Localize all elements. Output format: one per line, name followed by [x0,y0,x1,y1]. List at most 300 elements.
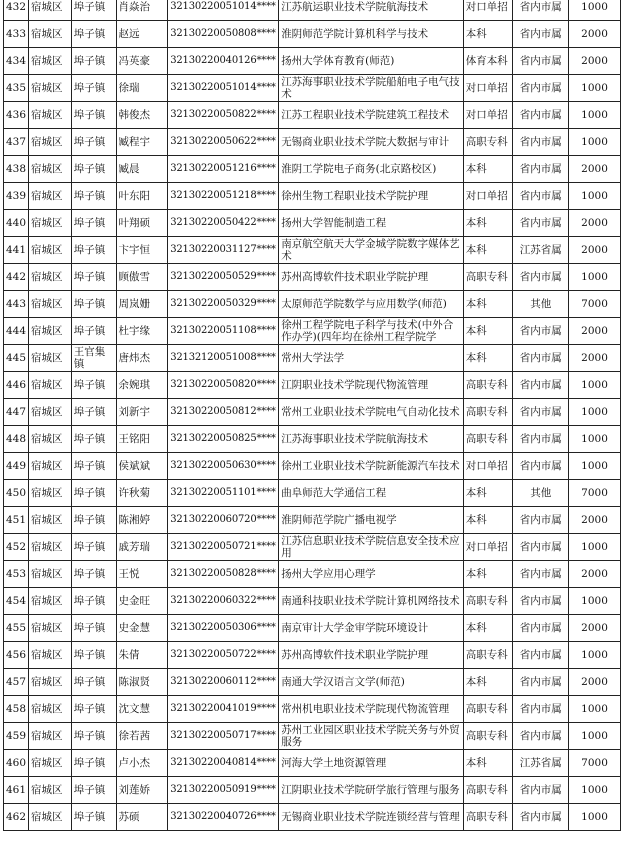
school-major-cell: 南通大学汉语言文学(师范) [279,669,464,696]
school-affiliation-cell: 省内市属 [513,561,569,588]
district-cell: 宿城区 [29,210,72,237]
town-cell: 埠子镇 [71,588,116,615]
student-name-cell: 徐瑞 [116,75,168,102]
row-number-cell: 443 [4,291,29,318]
education-level-cell: 高职专科 [463,264,513,291]
school-major-cell: 江阴职业技术学院研学旅行管理与服务 [279,777,464,804]
school-major-cell: 徐州工业职业技术学院新能源汽车技术 [279,453,464,480]
district-cell: 宿城区 [29,183,72,210]
town-cell: 埠子镇 [71,615,116,642]
school-major-cell: 苏州高博软件技术职业学院护理 [279,264,464,291]
education-level-cell: 高职专科 [463,642,513,669]
row-number-cell: 434 [4,48,29,75]
row-number-cell: 448 [4,426,29,453]
table-row [4,237,621,264]
id-number-cell: 32130220040126**** [168,48,279,75]
district-cell: 宿城区 [29,453,72,480]
education-level-cell: 对口单招 [463,453,513,480]
education-level-cell: 本科 [463,291,513,318]
town-cell: 埠子镇 [71,561,116,588]
subsidy-amount-cell: 2000 [569,237,621,264]
education-level-cell: 高职专科 [463,804,513,831]
row-number-cell: 440 [4,210,29,237]
student-name-cell: 陈湘婷 [116,507,168,534]
school-major-cell: 江苏工程职业技术学院建筑工程技术 [279,102,464,129]
school-affiliation-cell: 省内市属 [513,264,569,291]
district-cell: 宿城区 [29,426,72,453]
id-number-cell: 32130220050919**** [168,777,279,804]
education-level-cell: 对口单招 [463,75,513,102]
row-number-cell: 447 [4,399,29,426]
school-major-cell: 江苏海事职业技术学院船舶电子电气技术 [279,75,464,102]
school-major-cell: 淮阴师范学院广播电视学 [279,507,464,534]
student-name-cell: 赵远 [116,21,168,48]
id-number-cell: 32130220050825**** [168,426,279,453]
district-cell: 宿城区 [29,777,72,804]
student-name-cell: 肖焱治 [116,0,168,21]
school-affiliation-cell: 省内市属 [513,588,569,615]
student-name-cell: 卞宇恒 [116,237,168,264]
district-cell: 宿城区 [29,318,72,345]
student-name-cell: 史金慧 [116,615,168,642]
row-number-cell: 438 [4,156,29,183]
education-level-cell: 本科 [463,669,513,696]
district-cell: 宿城区 [29,588,72,615]
subsidy-amount-cell: 1000 [569,804,621,831]
district-cell: 宿城区 [29,561,72,588]
student-name-cell: 陈淑贤 [116,669,168,696]
student-name-cell: 卢小杰 [116,750,168,777]
town-cell: 埠子镇 [71,75,116,102]
subsidy-amount-cell: 2000 [569,507,621,534]
table-row [4,534,621,561]
subsidy-amount-cell: 1000 [569,102,621,129]
district-cell: 宿城区 [29,75,72,102]
row-number-cell: 451 [4,507,29,534]
subsidy-amount-cell: 1000 [569,426,621,453]
education-level-cell: 本科 [463,615,513,642]
school-affiliation-cell: 江苏省属 [513,237,569,264]
town-cell: 埠子镇 [71,642,116,669]
town-cell: 埠子镇 [71,453,116,480]
row-number-cell: 436 [4,102,29,129]
school-affiliation-cell: 省内市属 [513,777,569,804]
row-number-cell: 441 [4,237,29,264]
row-number-cell: 459 [4,723,29,750]
id-number-cell: 32130220050828**** [168,561,279,588]
school-affiliation-cell: 省内市属 [513,318,569,345]
town-cell: 埠子镇 [71,534,116,561]
row-number-cell: 454 [4,588,29,615]
subsidy-amount-cell: 2000 [569,210,621,237]
district-cell: 宿城区 [29,642,72,669]
education-level-cell: 高职专科 [463,426,513,453]
subsidy-amount-cell: 2000 [569,21,621,48]
district-cell: 宿城区 [29,534,72,561]
school-major-cell: 曲阜师范大学通信工程 [279,480,464,507]
table-row [4,102,621,129]
row-number-cell: 457 [4,669,29,696]
education-level-cell: 高职专科 [463,723,513,750]
district-cell: 宿城区 [29,750,72,777]
subsidy-amount-cell: 1000 [569,0,621,21]
table-row [4,183,621,210]
subsidy-amount-cell: 1000 [569,696,621,723]
table-row [4,264,621,291]
table-row [4,696,621,723]
education-level-cell: 高职专科 [463,696,513,723]
row-number-cell: 435 [4,75,29,102]
row-number-cell: 439 [4,183,29,210]
id-number-cell: 32130220050721**** [168,534,279,561]
school-affiliation-cell: 省内市属 [513,156,569,183]
school-major-cell: 常州大学法学 [279,345,464,372]
row-number-cell: 437 [4,129,29,156]
school-affiliation-cell: 省内市属 [513,372,569,399]
education-level-cell: 本科 [463,318,513,345]
table-row [4,48,621,75]
id-number-cell: 32130220050717**** [168,723,279,750]
row-number-cell: 433 [4,21,29,48]
row-number-cell: 444 [4,318,29,345]
school-major-cell: 苏州高博软件技术职业学院护理 [279,642,464,669]
subsidy-amount-cell: 2000 [569,48,621,75]
school-affiliation-cell: 江苏省属 [513,750,569,777]
table-row [4,75,621,102]
row-number-cell: 445 [4,345,29,372]
student-name-cell: 刘莲娇 [116,777,168,804]
id-number-cell: 32130220040726**** [168,804,279,831]
table-row [4,561,621,588]
subsidy-amount-cell: 7000 [569,291,621,318]
student-name-cell: 史金旺 [116,588,168,615]
town-cell: 埠子镇 [71,183,116,210]
student-name-cell: 叶翔硕 [116,210,168,237]
district-cell: 宿城区 [29,291,72,318]
school-major-cell: 徐州工程学院电子科学与技术(中外合作办学)(四年均在徐州工程学院学 [279,318,464,345]
id-number-cell: 32130220051014**** [168,0,279,21]
school-affiliation-cell: 省内市属 [513,507,569,534]
table-row [4,0,621,21]
student-name-cell: 戚芳瑞 [116,534,168,561]
school-major-cell: 南京审计大学金审学院环境设计 [279,615,464,642]
id-number-cell: 32130220050422**** [168,210,279,237]
school-major-cell: 扬州大学应用心理学 [279,561,464,588]
student-name-cell: 沈文慧 [116,696,168,723]
id-number-cell: 32130220051101**** [168,480,279,507]
row-number-cell: 458 [4,696,29,723]
district-cell: 宿城区 [29,372,72,399]
table-row [4,453,621,480]
student-name-cell: 臧晨 [116,156,168,183]
id-number-cell: 32130220050329**** [168,291,279,318]
id-number-cell: 32130220050822**** [168,102,279,129]
row-number-cell: 450 [4,480,29,507]
subsidy-amount-cell: 1000 [569,183,621,210]
district-cell: 宿城区 [29,723,72,750]
id-number-cell: 32130220050820**** [168,372,279,399]
school-affiliation-cell: 其他 [513,291,569,318]
school-affiliation-cell: 省内市属 [513,102,569,129]
school-major-cell: 扬州大学体育教育(师范) [279,48,464,75]
school-major-cell: 扬州大学智能制造工程 [279,210,464,237]
school-major-cell: 江阴职业技术学院现代物流管理 [279,372,464,399]
town-cell: 埠子镇 [71,237,116,264]
subsidy-amount-cell: 1000 [569,372,621,399]
table-row [4,426,621,453]
table-row [4,372,621,399]
student-name-cell: 朱倩 [116,642,168,669]
town-cell: 王官集镇 [71,345,116,372]
town-cell: 埠子镇 [71,48,116,75]
id-number-cell: 32132120051008**** [168,345,279,372]
row-number-cell: 460 [4,750,29,777]
school-major-cell: 南京航空航天大学金城学院数字媒体艺术 [279,237,464,264]
school-affiliation-cell: 省内市属 [513,615,569,642]
education-level-cell: 本科 [463,210,513,237]
table-row [4,723,621,750]
school-major-cell: 常州机电职业技术学院现代物流管理 [279,696,464,723]
subsidy-amount-cell: 1000 [569,453,621,480]
education-level-cell: 本科 [463,480,513,507]
subsidy-amount-cell: 1000 [569,588,621,615]
education-level-cell: 体育本科 [463,48,513,75]
row-number-cell: 432 [4,0,29,21]
id-number-cell: 32130220050630**** [168,453,279,480]
district-cell: 宿城区 [29,399,72,426]
subsidy-amount-cell: 2000 [569,345,621,372]
subsidy-amount-cell: 2000 [569,318,621,345]
education-level-cell: 本科 [463,750,513,777]
student-name-cell: 周岚姗 [116,291,168,318]
school-major-cell: 苏州工业园区职业技术学院关务与外贸服务 [279,723,464,750]
town-cell: 埠子镇 [71,129,116,156]
district-cell: 宿城区 [29,507,72,534]
subsidy-amount-cell: 2000 [569,561,621,588]
town-cell: 埠子镇 [71,0,116,21]
subsidy-amount-cell: 2000 [569,615,621,642]
school-affiliation-cell: 省内市属 [513,21,569,48]
school-major-cell: 无锡商业职业技术学院连锁经营与管理 [279,804,464,831]
table-row [4,588,621,615]
subsidy-amount-cell: 2000 [569,669,621,696]
education-level-cell: 高职专科 [463,399,513,426]
school-affiliation-cell: 省内市属 [513,399,569,426]
student-name-cell: 侯斌斌 [116,453,168,480]
subsidy-amount-cell: 1000 [569,642,621,669]
school-affiliation-cell: 省内市属 [513,534,569,561]
row-number-cell: 456 [4,642,29,669]
district-cell: 宿城区 [29,264,72,291]
school-affiliation-cell: 省内市属 [513,129,569,156]
id-number-cell: 32130220031127**** [168,237,279,264]
town-cell: 埠子镇 [71,264,116,291]
education-level-cell: 对口单招 [463,183,513,210]
education-level-cell: 高职专科 [463,588,513,615]
table-row [4,669,621,696]
id-number-cell: 32130220050529**** [168,264,279,291]
table-row [4,129,621,156]
table-row [4,777,621,804]
school-affiliation-cell: 省内市属 [513,426,569,453]
table-row [4,291,621,318]
school-affiliation-cell: 省内市属 [513,345,569,372]
school-major-cell: 江苏海事职业技术学院航海技术 [279,426,464,453]
row-number-cell: 453 [4,561,29,588]
id-number-cell: 32130220051014**** [168,75,279,102]
district-cell: 宿城区 [29,156,72,183]
subsidy-list-table [3,0,621,831]
district-cell: 宿城区 [29,804,72,831]
school-major-cell: 淮阴工学院电子商务(北京路校区) [279,156,464,183]
subsidy-amount-cell: 1000 [569,264,621,291]
id-number-cell: 32130220051218**** [168,183,279,210]
education-level-cell: 高职专科 [463,777,513,804]
row-number-cell: 461 [4,777,29,804]
student-name-cell: 王铭阳 [116,426,168,453]
student-name-cell: 韩俊杰 [116,102,168,129]
town-cell: 埠子镇 [71,399,116,426]
school-major-cell: 江苏航运职业技术学院航海技术 [279,0,464,21]
student-name-cell: 叶东阳 [116,183,168,210]
school-affiliation-cell: 省内市属 [513,210,569,237]
school-affiliation-cell: 省内市属 [513,75,569,102]
town-cell: 埠子镇 [71,156,116,183]
education-level-cell: 本科 [463,237,513,264]
id-number-cell: 32130220050722**** [168,642,279,669]
table-row [4,399,621,426]
table-row [4,210,621,237]
town-cell: 埠子镇 [71,723,116,750]
subsidy-amount-cell: 1000 [569,75,621,102]
district-cell: 宿城区 [29,480,72,507]
school-major-cell: 河海大学土地资源管理 [279,750,464,777]
id-number-cell: 32130220060322**** [168,588,279,615]
education-level-cell: 本科 [463,345,513,372]
id-number-cell: 32130220041019**** [168,696,279,723]
id-number-cell: 32130220060112**** [168,669,279,696]
education-level-cell: 本科 [463,507,513,534]
subsidy-amount-cell: 7000 [569,480,621,507]
education-level-cell: 高职专科 [463,372,513,399]
school-affiliation-cell: 省内市属 [513,48,569,75]
subsidy-amount-cell: 1000 [569,129,621,156]
school-affiliation-cell: 省内市属 [513,804,569,831]
table-row [4,318,621,345]
district-cell: 宿城区 [29,48,72,75]
row-number-cell: 462 [4,804,29,831]
student-name-cell: 余婉琪 [116,372,168,399]
subsidy-amount-cell: 1000 [569,723,621,750]
town-cell: 埠子镇 [71,696,116,723]
town-cell: 埠子镇 [71,372,116,399]
id-number-cell: 32130220050622**** [168,129,279,156]
table-body [4,0,621,831]
id-number-cell: 32130220040814**** [168,750,279,777]
subsidy-amount-cell: 1000 [569,399,621,426]
school-major-cell: 太原师范学院数学与应用数学(师范) [279,291,464,318]
student-name-cell: 许秋菊 [116,480,168,507]
school-affiliation-cell: 省内市属 [513,183,569,210]
district-cell: 宿城区 [29,345,72,372]
id-number-cell: 32130220060720**** [168,507,279,534]
id-number-cell: 32130220051108**** [168,318,279,345]
town-cell: 埠子镇 [71,318,116,345]
education-level-cell: 本科 [463,21,513,48]
id-number-cell: 32130220051216**** [168,156,279,183]
table-row [4,642,621,669]
subsidy-amount-cell: 7000 [569,750,621,777]
id-number-cell: 32130220050306**** [168,615,279,642]
school-affiliation-cell: 省内市属 [513,453,569,480]
district-cell: 宿城区 [29,0,72,21]
town-cell: 埠子镇 [71,291,116,318]
town-cell: 埠子镇 [71,750,116,777]
school-affiliation-cell: 其他 [513,480,569,507]
district-cell: 宿城区 [29,669,72,696]
table-row [4,750,621,777]
school-major-cell: 南通科技职业技术学院计算机网络技术 [279,588,464,615]
table-row [4,21,621,48]
student-name-cell: 唐炜杰 [116,345,168,372]
student-name-cell: 顾傲雪 [116,264,168,291]
row-number-cell: 446 [4,372,29,399]
district-cell: 宿城区 [29,237,72,264]
student-name-cell: 冯英豪 [116,48,168,75]
row-number-cell: 455 [4,615,29,642]
education-level-cell: 高职专科 [463,129,513,156]
town-cell: 埠子镇 [71,102,116,129]
school-major-cell: 江苏信息职业技术学院信息安全技术应用 [279,534,464,561]
school-affiliation-cell: 省内市属 [513,669,569,696]
student-name-cell: 苏硕 [116,804,168,831]
table-row [4,480,621,507]
town-cell: 埠子镇 [71,507,116,534]
student-name-cell: 臧程宇 [116,129,168,156]
town-cell: 埠子镇 [71,480,116,507]
student-name-cell: 刘新宇 [116,399,168,426]
school-major-cell: 常州工业职业技术学院电气自动化技术 [279,399,464,426]
subsidy-amount-cell: 1000 [569,777,621,804]
education-level-cell: 本科 [463,156,513,183]
town-cell: 埠子镇 [71,426,116,453]
row-number-cell: 449 [4,453,29,480]
subsidy-amount-cell: 1000 [569,534,621,561]
student-name-cell: 王悦 [116,561,168,588]
table-row [4,615,621,642]
town-cell: 埠子镇 [71,21,116,48]
school-major-cell: 徐州生物工程职业技术学院护理 [279,183,464,210]
school-affiliation-cell: 省内市属 [513,696,569,723]
school-affiliation-cell: 省内市属 [513,642,569,669]
student-name-cell: 杜宇缘 [116,318,168,345]
education-level-cell: 对口单招 [463,0,513,21]
table-row [4,804,621,831]
subsidy-amount-cell: 2000 [569,156,621,183]
education-level-cell: 本科 [463,561,513,588]
town-cell: 埠子镇 [71,669,116,696]
school-major-cell: 无锡商业职业技术学院大数据与审计 [279,129,464,156]
row-number-cell: 442 [4,264,29,291]
id-number-cell: 32130220050812**** [168,399,279,426]
district-cell: 宿城区 [29,21,72,48]
district-cell: 宿城区 [29,615,72,642]
id-number-cell: 32130220050808**** [168,21,279,48]
row-number-cell: 452 [4,534,29,561]
table-row [4,507,621,534]
student-name-cell: 徐若茜 [116,723,168,750]
district-cell: 宿城区 [29,696,72,723]
